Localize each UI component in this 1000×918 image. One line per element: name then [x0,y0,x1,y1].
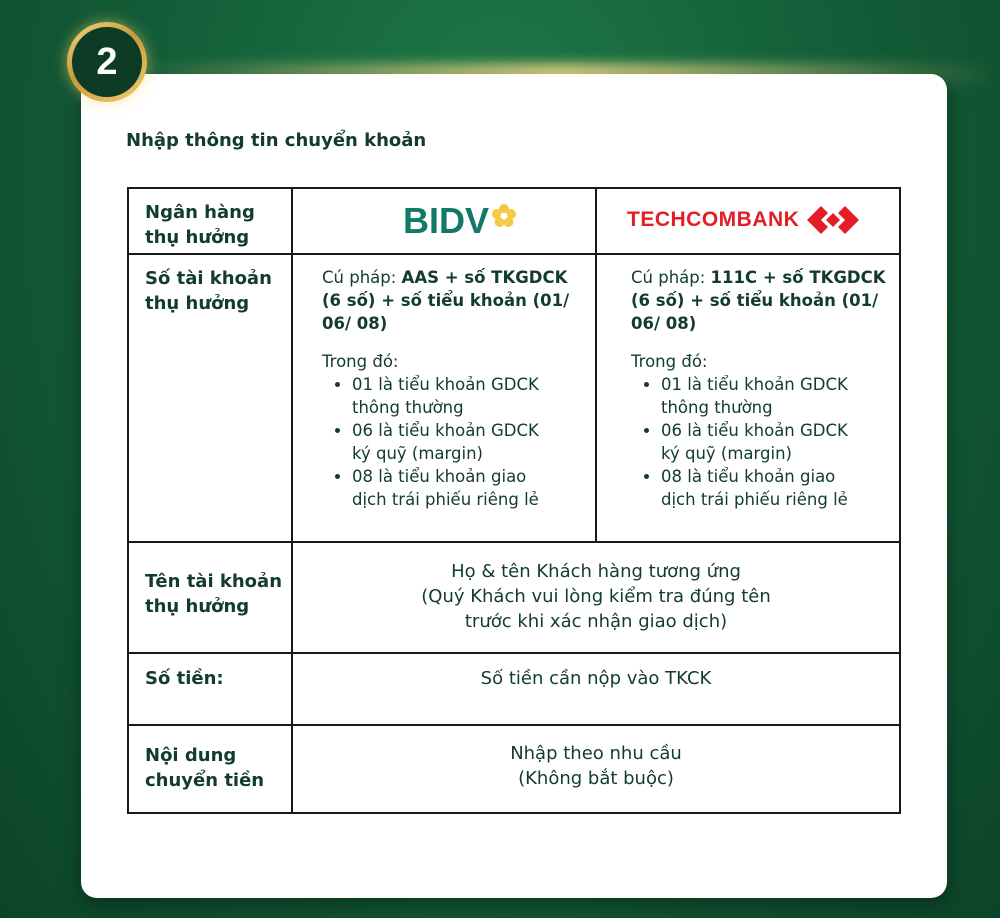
content-label [145,743,264,793]
bidv-account-syntax [322,266,582,511]
tcb-subaccount-list [631,373,893,511]
account-name-label-line1: Tên tài khoản [145,571,283,592]
bank-label-line1: Ngân hàng [145,202,255,223]
techcombank-logo [627,203,859,237]
list-item: • 06 là tiểu khoản GDCK ký quỹ (margin) [661,419,893,465]
tcb-syntax-prefix: Cú pháp: [631,268,711,287]
bidv-flower-icon [491,203,517,229]
techcombank-logo-text: TECHCOMBANK [627,208,800,231]
list-item: • 08 là tiểu khoản giao dịch trái phiếu riêng lẻ [352,465,582,511]
bidv-syntax-line3: 06/ 08) [322,314,388,333]
bank-label-line2: thụ hưởng [145,227,250,248]
step-badge [67,22,147,102]
tcb-where-label: Trong đó: [631,352,708,371]
techcombank-diamond-icon [807,203,859,237]
techcombank-account-syntax [631,266,893,511]
bidv-logo [403,200,517,242]
bidv-syntax-prefix: Cú pháp: [322,268,402,287]
list-item: • 01 là tiểu khoản GDCK thông thường [661,373,893,419]
step-number: 2 [72,27,142,97]
list-item: • 08 là tiểu khoản giao dịch trái phiếu riêng lẻ [661,465,893,511]
bank-label [145,200,255,250]
bidv-where-label: Trong đó: [322,352,399,371]
list-item: • 06 là tiểu khoản GDCK ký quỹ (margin) [352,419,582,465]
account-name-label [145,569,282,619]
account-label [145,266,272,316]
row-divider-4 [129,724,899,726]
row-divider-3 [129,652,899,654]
tcb-syntax-line1 [631,266,893,289]
account-label-line2: thụ hưởng [145,293,250,314]
account-name-label-line2: thụ hưởng [145,596,250,617]
list-item: • 01 là tiểu khoản GDCK thông thường [352,373,582,419]
tcb-syntax-line3: 06/ 08) [631,314,697,333]
row-divider-1 [129,253,899,255]
bidv-syntax-line2: (6 số) + số tiểu khoản (01/ [322,291,570,310]
row-divider-2 [129,541,899,543]
bidv-subaccount-list [322,373,582,511]
content-label-line2: chuyển tiền [145,770,265,791]
col-divider-banks [595,189,597,541]
section-title: Nhập thông tin chuyển khoản [126,130,427,151]
tcb-syntax-line2: (6 số) + số tiểu khoản (01/ [631,291,879,310]
bidv-syntax-line1 [322,266,582,289]
amount-label: Số tiền: [145,668,224,689]
account-name-value: Họ & tên Khách hàng tương ứng (Quý Khách vui lòng kiểm tra đúng tên trước khi xác nhận giao dịch) [421,561,771,632]
bidv-syntax-code: AAS + số TKGDCK [401,268,568,287]
tcb-syntax-code: 111C + số TKGDCK [710,268,886,287]
amount-value: Số tiền cần nộp vào TKCK [480,668,712,689]
col-divider-label [291,189,293,812]
content-label-line1: Nội dung [145,745,237,766]
account-label-line1: Số tài khoản [145,268,272,289]
bidv-logo-text: BIDV [403,200,490,241]
content-value: Nhập theo nhu cầu (Không bắt buộc) [510,743,682,789]
transfer-info-table [127,187,901,814]
